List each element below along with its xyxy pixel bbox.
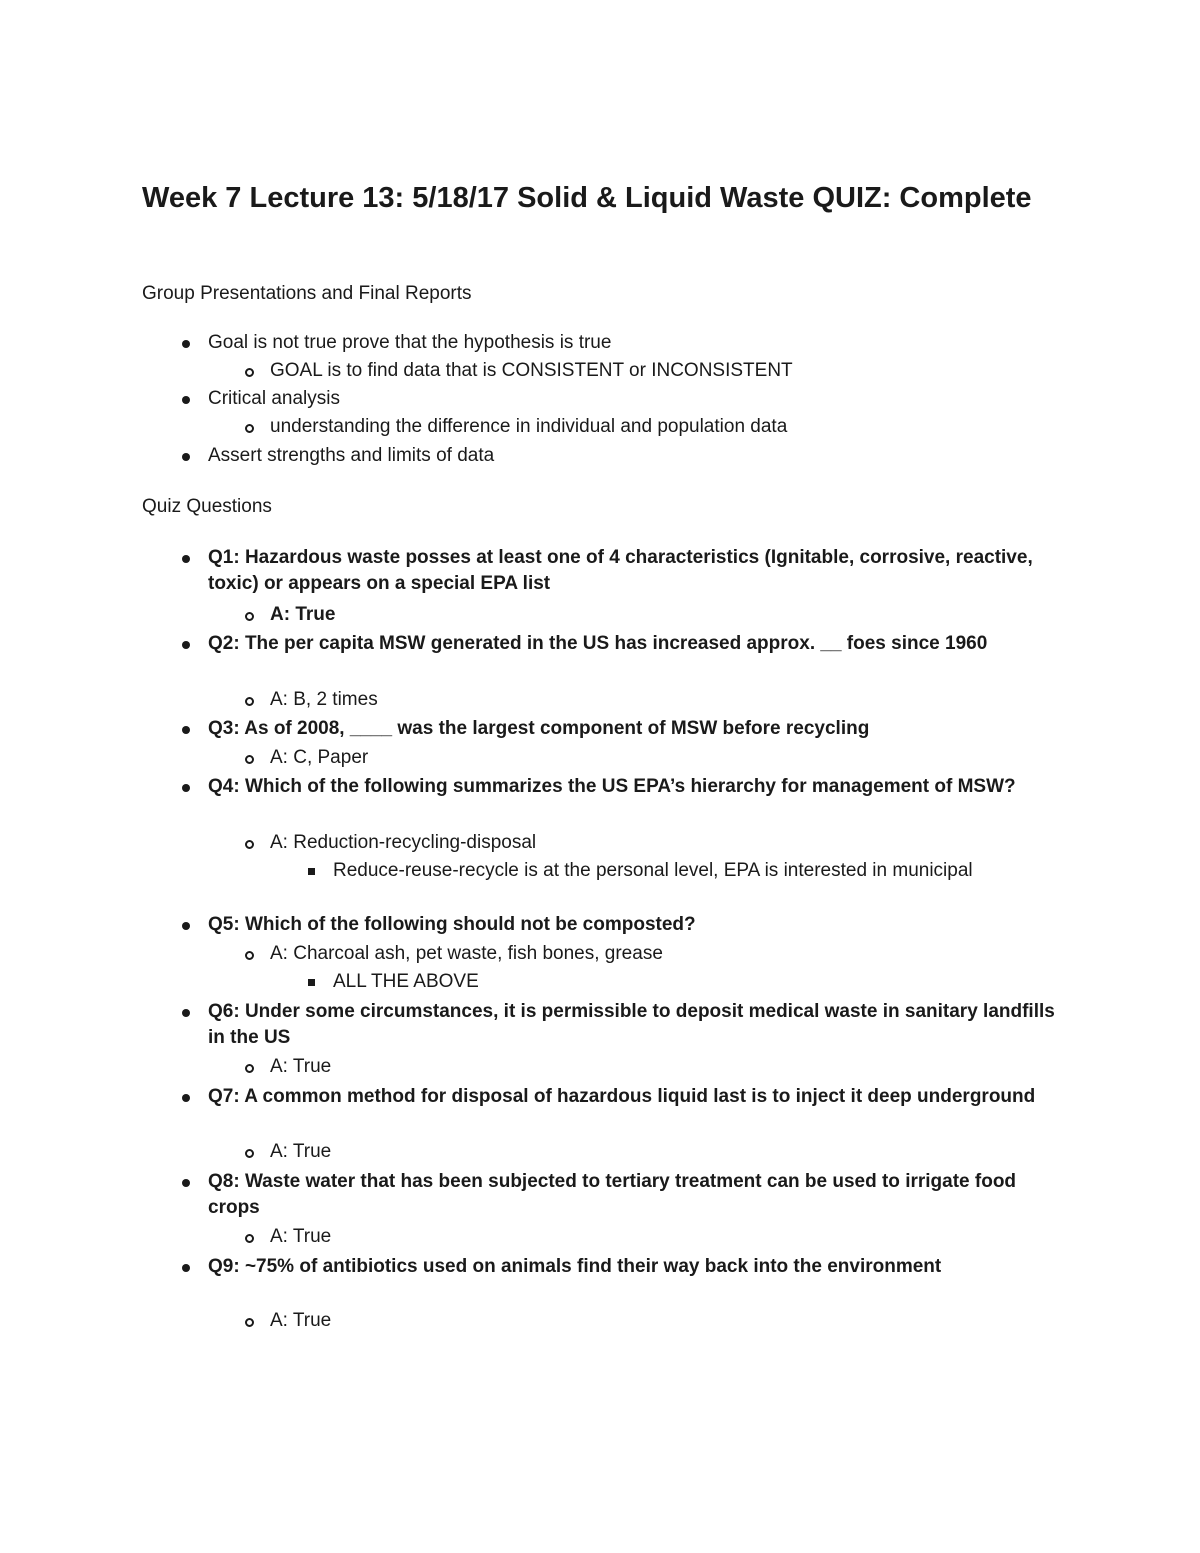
bullet-icon xyxy=(182,340,190,348)
answer-item: A: True xyxy=(270,1224,1050,1250)
answer-item: A: True xyxy=(270,602,1050,628)
bullet-icon xyxy=(245,1064,254,1073)
answer-item: A: B, 2 times xyxy=(270,687,1050,713)
question-item: Q2: The per capita MSW generated in the US has increased approx. __ foes since 1960 xyxy=(208,631,1068,657)
answer-item: A: Reduction-recycling-disposal xyxy=(270,830,1050,856)
quiz-section-heading: Quiz Questions xyxy=(142,496,272,517)
question-item: Q4: Which of the following summarizes the US EPA’s hierarchy for management of MSW? xyxy=(208,774,1068,800)
page-title: Week 7 Lecture 13: 5/18/17 Solid & Liquid Waste QUIZ: Complete xyxy=(142,182,1032,214)
group-section-heading: Group Presentations and Final Reports xyxy=(142,283,472,304)
bullet-icon xyxy=(308,979,315,986)
question-item: Q6: Under some circumstances, it is permissible to deposit medical waste in sanitary landfills in the US xyxy=(208,999,1068,1051)
note-item: Reduce-reuse-recycle is at the personal level, EPA is interested in municipal xyxy=(333,858,1033,884)
answer-item: A: C, Paper xyxy=(270,745,1050,771)
question-item: Q1: Hazardous waste posses at least one of 4 characteristics (Ignitable, corrosive, reactive, toxic) or appears on a special EPA list xyxy=(208,545,1068,597)
bullet-icon xyxy=(308,868,315,875)
list-item: GOAL is to find data that is CONSISTENT or INCONSISTENT xyxy=(270,358,1050,384)
bullet-icon xyxy=(245,368,254,377)
question-item: Q5: Which of the following should not be composted? xyxy=(208,912,1068,938)
bullet-icon xyxy=(245,1149,254,1158)
bullet-icon xyxy=(182,1094,190,1102)
bullet-icon xyxy=(245,840,254,849)
list-item: Assert strengths and limits of data xyxy=(208,443,1068,469)
answer-item: A: Charcoal ash, pet waste, fish bones, grease xyxy=(270,941,1050,967)
question-item: Q9: ~75% of antibiotics used on animals find their way back into the environment xyxy=(208,1254,1068,1280)
bullet-icon xyxy=(245,697,254,706)
bullet-icon xyxy=(245,1234,254,1243)
bullet-icon xyxy=(182,453,190,461)
answer-item: A: True xyxy=(270,1308,1050,1334)
bullet-icon xyxy=(182,784,190,792)
bullet-icon xyxy=(245,755,254,764)
note-item: ALL THE ABOVE xyxy=(333,969,1033,995)
bullet-icon xyxy=(182,1179,190,1187)
list-item: understanding the difference in individual and population data xyxy=(270,414,1050,440)
bullet-icon xyxy=(245,951,254,960)
list-item: Critical analysis xyxy=(208,386,1068,412)
question-item: Q8: Waste water that has been subjected to tertiary treatment can be used to irrigate food crops xyxy=(208,1169,1068,1221)
bullet-icon xyxy=(245,612,254,621)
bullet-icon xyxy=(182,726,190,734)
question-item: Q7: A common method for disposal of hazardous liquid last is to inject it deep underground xyxy=(208,1084,1068,1110)
bullet-icon xyxy=(182,555,190,563)
list-item: Goal is not true prove that the hypothesis is true xyxy=(208,330,1068,356)
question-item: Q3: As of 2008, ____ was the largest component of MSW before recycling xyxy=(208,716,1068,742)
bullet-icon xyxy=(245,424,254,433)
answer-item: A: True xyxy=(270,1054,1050,1080)
bullet-icon xyxy=(182,1009,190,1017)
bullet-icon xyxy=(182,1264,190,1272)
bullet-icon xyxy=(245,1318,254,1327)
bullet-icon xyxy=(182,396,190,404)
answer-item: A: True xyxy=(270,1139,1050,1165)
bullet-icon xyxy=(182,641,190,649)
bullet-icon xyxy=(182,922,190,930)
